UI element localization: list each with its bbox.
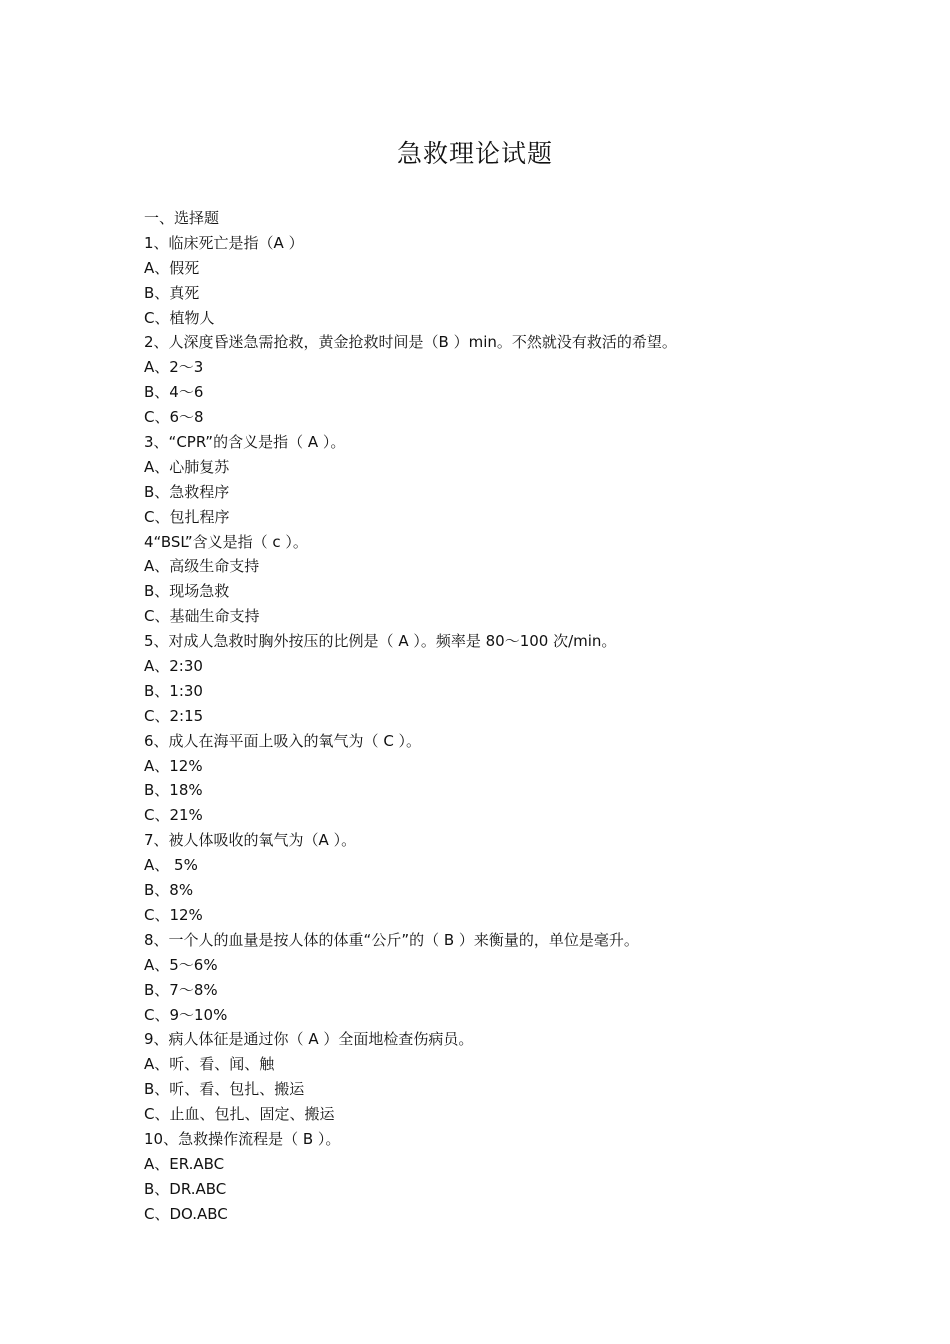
document-line: A、心肺复苏 (144, 457, 230, 476)
document-line: B、急救程序 (144, 482, 230, 501)
document-line: 9、病人体征是通过你（ A ）全面地检查伤病员。 (144, 1030, 474, 1049)
document-line: 4“BSL”含义是指（ c ）。 (144, 532, 308, 551)
document-line: C、基础生命支持 (144, 607, 260, 626)
document-title: 急救理论试题 (396, 139, 553, 168)
document-line: C、9～10% (144, 1005, 228, 1024)
document-line: A、高级生命支持 (144, 557, 260, 576)
document-line: A、听、看、闻、触 (144, 1055, 275, 1074)
document-line: B、7～8% (144, 980, 218, 999)
document-line: B、DR.ABC (144, 1179, 227, 1198)
document-line: B、18% (144, 781, 203, 800)
document-line: A、12% (144, 756, 203, 775)
document-line: 6、成人在海平面上吸入的氧气为（ C ）。 (144, 731, 422, 750)
document-line: C、植物人 (144, 308, 215, 327)
document-line: A、2:30 (144, 657, 203, 676)
document-line: 2、人深度昏迷急需抢救，黄金抢救时间是（B ）min。不然就没有救活的希望。 (144, 333, 677, 352)
document-line: 8、一个人的血量是按人体的体重“公斤”的（ B ）来衡量的，单位是毫升。 (144, 930, 639, 949)
document-line: 3、“CPR”的含义是指（ A ）。 (144, 433, 346, 452)
document-line: B、4～6 (144, 383, 204, 402)
document-line: B、8% (144, 881, 194, 900)
document-line: B、1:30 (144, 681, 203, 700)
document-line: A、 5% (144, 856, 198, 875)
document-line: B、真死 (144, 283, 200, 302)
document-line: B、听、看、包扎、搬运 (144, 1080, 305, 1099)
document-line: C、止血、包扎、固定、搬运 (144, 1105, 335, 1124)
document-line: C、2:15 (144, 706, 204, 725)
document-line: 10、急救操作流程是（ B ）。 (144, 1129, 341, 1148)
document-line: C、21% (144, 806, 203, 825)
document-line: 5、对成人急救时胸外按压的比例是（ A ）。频率是 80～100 次/min。 (144, 632, 617, 651)
document-line: A、2～3 (144, 358, 204, 377)
question-list (144, 206, 864, 1227)
document-line: C、6～8 (144, 408, 204, 427)
document-line: 一、选择题 (144, 209, 220, 227)
document-line: C、12% (144, 905, 203, 924)
document-line: A、5～6% (144, 955, 218, 974)
document-line: A、假死 (144, 258, 200, 277)
document-line: C、包扎程序 (144, 507, 230, 526)
document-line: C、DO.ABC (144, 1204, 228, 1223)
document-line: 1、临床死亡是指（A ） (144, 233, 304, 252)
document-line: B、现场急救 (144, 582, 230, 601)
document-line: 7、被人体吸收的氧气为（A ）。 (144, 831, 357, 850)
document-line: A、ER.ABC (144, 1154, 225, 1173)
